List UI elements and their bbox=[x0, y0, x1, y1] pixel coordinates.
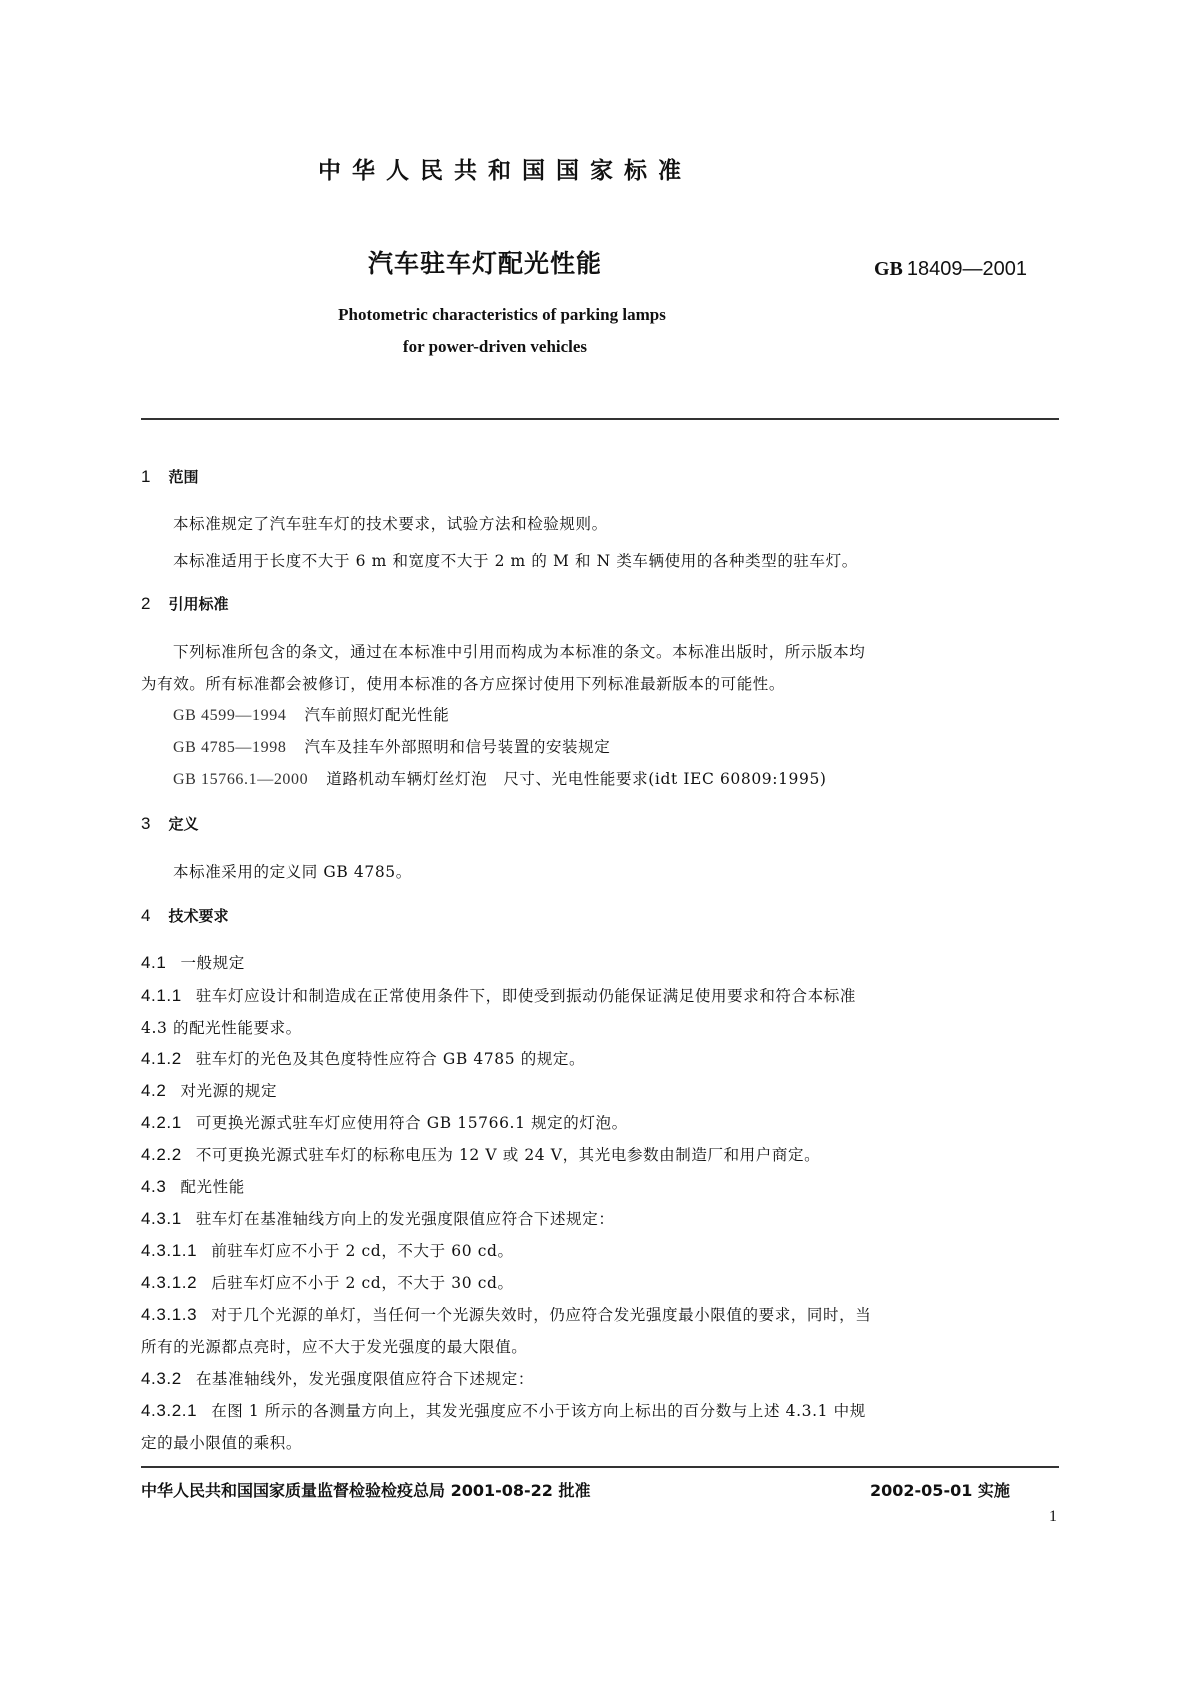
clause: 4.2.1 可更换光源式驻车灯应使用符合 GB 15766.1 规定的灯泡。 bbox=[141, 1113, 628, 1132]
section-1-heading: 1 范围 bbox=[141, 467, 199, 486]
clause: 4.3.2 在基准轴线外，发光强度限值应符合下述规定： bbox=[141, 1369, 534, 1388]
approval-statement: 中华人民共和国国家质量监督检验检疫总局 2001-08-22 批准 bbox=[141, 1481, 591, 1500]
clause: 4.1 一般规定 bbox=[141, 953, 245, 972]
clause-continuation: 4.3 的配光性能要求。 bbox=[141, 1019, 302, 1037]
document-title-en-line2: for power-driven vehicles bbox=[402, 337, 588, 356]
clause: 4.2 对光源的规定 bbox=[141, 1081, 278, 1100]
footer-divider bbox=[141, 1466, 1059, 1468]
document-title-cn: 汽车驻车灯配光性能 bbox=[368, 249, 603, 278]
standard-code bbox=[874, 258, 1027, 281]
section-4-heading: 4 技术要求 bbox=[141, 906, 229, 925]
section-1-paragraph-2: 本标准适用于长度不大于 6 m 和宽度不大于 2 m 的 M 和 N 类车辆使用的各种类型的驻车灯。 bbox=[173, 552, 858, 570]
standard-number: 18409—2001 bbox=[906, 258, 1028, 280]
clause: 4.2.2 不可更换光源式驻车灯的标称电压为 12 V 或 24 V，其光电参数由制造厂和用户商定。 bbox=[141, 1145, 821, 1164]
reference-item: GB 15766.1—2000 道路机动车辆灯丝灯泡 尺寸、光电性能要求(idt IEC 60809:1995) bbox=[173, 770, 827, 788]
section-2-heading: 2 引用标准 bbox=[141, 594, 229, 613]
clause: 4.3.1.2 后驻车灯应不小于 2 cd，不大于 30 cd。 bbox=[141, 1273, 514, 1292]
clause: 4.1.1 驻车灯应设计和制造成在正常使用条件下，即使受到振动仍能保证满足使用要求和符合本标准 bbox=[141, 986, 856, 1005]
header-divider bbox=[141, 418, 1059, 420]
clause: 4.1.2 驻车灯的光色及其色度特性应符合 GB 4785 的规定。 bbox=[141, 1049, 586, 1068]
clause: 4.3.1.3 对于几个光源的单灯，当任何一个光源失效时，仍应符合发光强度最小限值的要求，同时，当 bbox=[141, 1305, 872, 1324]
clause-continuation: 定的最小限值的乘积。 bbox=[141, 1434, 303, 1452]
national-standard-heading: 中华人民共和国国家标准 bbox=[318, 158, 692, 184]
reference-item: GB 4785—1998 汽车及挂车外部照明和信号装置的安装规定 bbox=[173, 738, 611, 756]
section-2-paragraph-line2: 为有效。所有标准都会被修订，使用本标准的各方应探讨使用下列标准最新版本的可能性。 bbox=[141, 675, 786, 693]
clause: 4.3 配光性能 bbox=[141, 1177, 245, 1196]
section-1-paragraph-1: 本标准规定了汽车驻车灯的技术要求，试验方法和检验规则。 bbox=[173, 515, 608, 533]
implementation-date: 2002-05-01 实施 bbox=[870, 1481, 1010, 1500]
reference-item: GB 4599—1994 汽车前照灯配光性能 bbox=[173, 706, 450, 724]
page-number: 1 bbox=[1049, 1508, 1057, 1525]
clause: 4.3.2.1 在图 1 所示的各测量方向上，其发光强度应不小于该方向上标出的百分数与上述 4.3.1 中规 bbox=[141, 1401, 866, 1420]
document-title-en-line1: Photometric characteristics of parking lamps bbox=[338, 305, 666, 324]
section-2-paragraph-line1: 下列标准所包含的条文，通过在本标准中引用而构成为本标准的条文。本标准出版时，所示版本均 bbox=[173, 643, 866, 661]
section-3-heading: 3 定义 bbox=[141, 814, 199, 833]
clause-continuation: 所有的光源都点亮时，应不大于发光强度的最大限值。 bbox=[141, 1338, 528, 1356]
standard-prefix: GB bbox=[874, 258, 903, 280]
section-3-paragraph: 本标准采用的定义同 GB 4785。 bbox=[173, 863, 412, 881]
clause: 4.3.1 驻车灯在基准轴线方向上的发光强度限值应符合下述规定： bbox=[141, 1209, 615, 1228]
clause: 4.3.1.1 前驻车灯应不小于 2 cd，不大于 60 cd。 bbox=[141, 1241, 514, 1260]
